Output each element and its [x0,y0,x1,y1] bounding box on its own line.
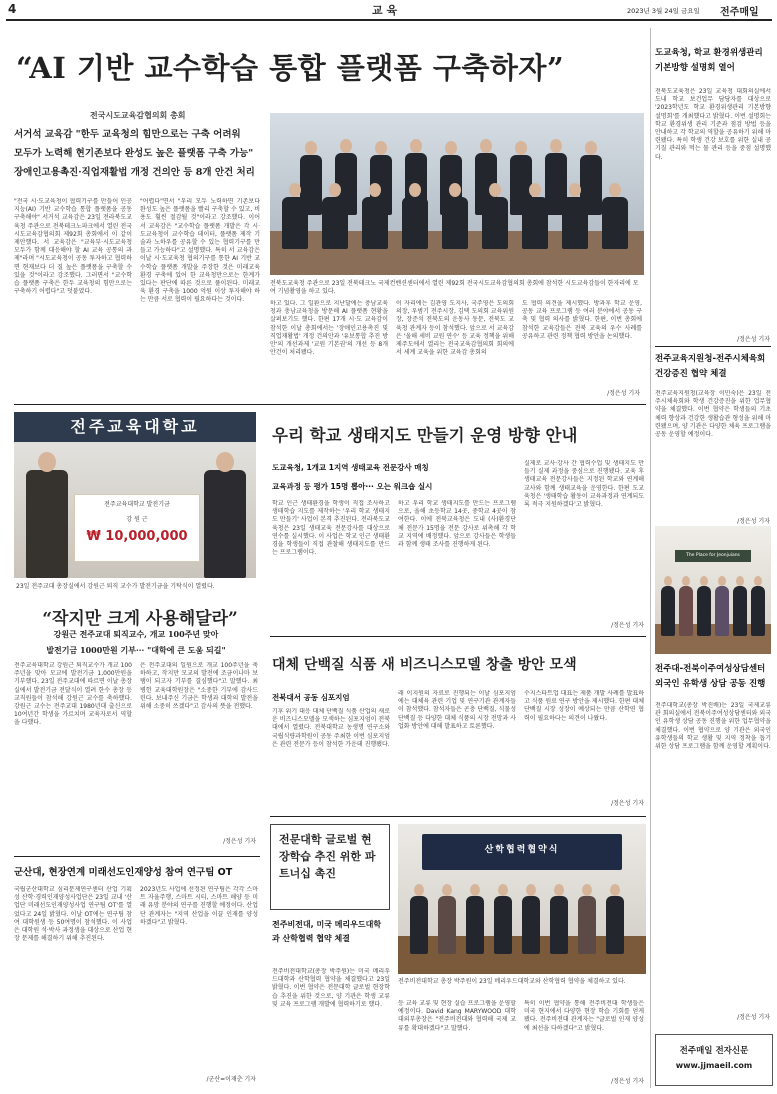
global-box [270,824,390,910]
header-rule [6,19,772,21]
right-story2-headline: 전주교육지원청-전주시체육회 건강증진 협약 체결 [655,354,766,379]
main-headline: “AI 기반 교수학습 통합 플랫폼 구축하자” [16,51,565,85]
section-label: 교 육 [372,4,398,17]
global-body-col3: 특히 이번 협약을 통해 전주비전대 학생들은 미국 현지에서 다양한 현장 학습 기회를 얻게 됐다. 전주비전대 관계자는 "글로벌 인재 양성에 최선을 다하겠다"고 밝혔다. [524,1000,644,1032]
kunsan-byline: /군산=이재춘 기자 [206,1076,256,1083]
donation-subheads [16,628,256,657]
main-body-col1: "전국 시·도교육청이 협력기구를 만들어 인공지능(AI) 기반 교수학습 통합 플랫폼을 공동 구축해야" 서거석 교육감은 23일 전라북도교육청 주관으로 전북테크노파크에서 열린 전국시도교육감협의회 제92회 총회에서 이 같이 제안했다. 서 교육감은 "교육부·시도교육청 모두가 함께 대응해야 할 AI 교육 공통의 과제"라며 "시도교육청이 공동 투자하고 협력하면 현재보다 더 질 높은 플랫폼을 구축할 수 있을 것"이라고 강조했다. 그러면서 "교수학습 플랫폼 구축은 한두 교육청의 힘만으로는 구축하기 어렵다"고 덧붙였다. [14,198,132,296]
eco-subheads [272,462,532,492]
global-photo-banner: 산학협력협약식 [484,845,560,855]
eco-body-col2: 하고 우리 학교 생태지도를 만드는 프로그램으로, 올해 초등학교 14곳, 중학교 4곳이 참여한다. 이에 전북교육청은 도내 (사)환경단체 전문가 15명을 전문 강사로 위촉해 각 학교 지역에 배정했다. 앞으로 강사들은 학생들과 함께 생태 조사를 진행하게 된다. [398,500,516,549]
main-bottom-rule [14,404,646,405]
protein-body-col1: 기후 위기 대응 대체 단백질 식품 산업의 새로운 비즈니스모델을 모색하는 심포지엄이 전북대에서 열렸다. 전북대학교 농생명 연구소와 국립식량과학원이 공동 주최한 이번 심포지엄은 관련 전문가 등이 참석한 가운데 진행됐다. [272,708,390,748]
protein-body-col2: 래 이지원의 자료로 진행되는 이날 심포지엄에는 대체육 관련 기업 및 연구기관 관계자들이 참석했다. 참석자들은 곤충 단백질, 식물성 단백질 등 다양한 대체 식품의 시장 전망과 사업화 방안에 대해 발표하고 토론했다. [398,690,516,730]
right-story3-body: 전주대학교(총장 박진배)는 23일 국제교류관 회의실에서 전북이주여성상담센터와 외국인 유학생 상담 공동 진행을 위한 업무협약을 체결했다. 이번 협약으로 양 기관은 외국인 유학생들의 학교 생활 및 지역 정착을 돕기 위한 상담 프로그램을 함께 운영할 계획이다. [655,702,771,751]
kunsan-body-col2: 2023년도 사업에 선정된 연구팀은 각각 스마트 자율주행, 스마트 시티, 스마트 해양 등 미래 유망 분야의 연구를 진행할 예정이다. 산업단 관계자는 "지역 산업을 이끌 인재를 양성하겠다"고 밝혔다. [140,886,258,926]
ad-title: 전주매일 전자신문 [679,1046,749,1056]
main-subhead-3: 장애인고용촉진·직업재활법 개정 건의안 등 8개 안건 처리 [14,167,255,178]
check-title: 전주교육대학교 발전기금 [104,501,170,508]
page-header [6,2,772,18]
main-body-col2: "어렵다"면서 "우리 모두 노력하면 기존보다 완성도 높은 플랫폼을 빨리 구축할 수 있고, 비용도 훨씬 절감될 것"이라고 강조했다. 이어 서 교육감은 "교수학습 플랫폼 개발은 각 시·도교육청이 교수학습 데이터, 플랫폼 제작 기술과 노하우를 공유할 수 있는 협력기구를 만들고 가능하다"고 설명했다. 특히 서 교육감은 이날 시·도교육청 협의기구를 통한 AI 기반 교수학습 플랫폼 개발을 주장한 것은 미래교육 환경 구축에 있어 한 교육청만으로는 한계가 있다는 판단에 따른 것으로 풀이된다. 미래교육 환경 구축을 1000 억원 이상 투자해야 하는 만큼 서로 협력이 필요하다는 것이다. [140,198,260,304]
right-story1-body: 전북도교육청은 23일 교육청 대회의실에서 도내 학교 보건업무 담당자를 대상으로 '2023학년도 학교 환경위생관리 기본방향 설명회'를 개최했다고 밝혔다. 이번 설명회는 학교 환경위생 관리 기준과 점검 방법 등을 안내하고 각 학교의 역할을 공유하기 위해 마련됐다. 특히 학생 건강 보호를 위한 실내 공기질 관리와 먹는 물 관리 등을 중점 설명했다. [655,88,771,161]
donation-photo-caption: 23일 전주교대 총장실에서 강원근 퇴직 교수가 발전기금을 기탁식이 열렸다. [16,583,215,590]
global-photo-caption: 전주비전대학교 총장 박주원이 23일 메리우드대학교와 산학협력 협약을 체결하고 있다. [398,978,626,985]
main-kicker: 전국시도교육감협의회 총회 [90,111,186,120]
protein-body-col3: 수지스타트업 대표는 제품 개발 사례를 발표하고 식품 원료 연구 방안을 제시했다. 한편 대체 단백질 시장 성장이 예상되는 만큼 산학연 협력이 필요하다는 의견이 나왔다. [524,690,644,722]
global-headline: 전주비전대, 미국 메리우드대학과 산학협력 협약 체결 [272,920,382,943]
donation-subhead-1: 강원근 전주교대 퇴직교수, 개교 100주년 맞아 [53,629,219,639]
e-paper-ad[interactable] [655,1034,773,1086]
right-story1-headline: 도교육청, 학교 환경위생관리 기본방향 설명회 열어 [655,48,763,73]
protein-kicker: 전북대서 공동 심포지엄 [272,693,350,702]
donation-body-col2: 은 전주교대의 일원으로 개교 100주년을 축하하고, 작지만 모교의 발전에 조금이나마 보탬이 되고자 기부를 결심했다"고 말했다. 최병헌 교육대학원장은 "소중한 기부에 감사드린다. 보내주신 기금은 학생과 대학의 발전을 위해 소중히 쓰겠다"고 감사의 뜻을 전했다. [140,662,258,711]
protein-headline: 대체 단백질 식품 새 비즈니스모델 창출 방안 모색 [272,657,577,673]
right-story1-byline: /정은성 기자 [737,336,770,343]
donation-photo [14,412,256,578]
page-number: 4 [8,2,17,16]
donation-byline: /정은성 기자 [223,838,256,845]
ad-url: www.jjmaeil.com [675,1061,753,1070]
main-subhead-2: 모두가 노력해 현기존보다 완성도 높은 플랫폼 구축 가능" [14,148,254,159]
right-photo-banner: The Place for Jeonjuians [675,550,751,562]
eco-body-col3: 실제로 교사·강사 간 협력수업 및 생태지도 만들기 실제 과정을 중심으로 진행됐다. 교육 후 생태교육 전문강사들은 지정된 학교와 연계해 교사와 함께 생태교육을 운영한다. 한편 도교육청은 '생태학습 활동이 교육과정과 연계되도록 적극 지원하겠다'고 밝혔다. [524,460,644,509]
donation-quote-headline: “작지만 크게 사용해달라” [42,609,238,629]
kunsan-body-col1: 국립군산대학교 심리문제연구센터 산업 기획성 산학·경력인재양성사업단은 23일 교내 '산업단 미래선도인재양성사업 연구팀 OT'를 열었다고 24일 밝혔다. 이날 OT에는 연구팀 참여 대학원생 등 50여명이 참석했다. 이 사업은 대학원 석·박사 과정생을 대상으로 산업 현장 문제를 해결하기 위해 추진된다. [14,886,132,943]
global-byline: /정은성 기자 [611,1078,644,1085]
donation-photo-banner: 전주교육대학교 [14,412,256,442]
main-group-photo [270,113,644,275]
global-photo [398,824,646,974]
issue-date: 2023년 3월 24일 금요일 [627,7,700,15]
main-body-col3: 하고 있다. 그 일환으로 지난달에는 충남교육청과 충남교육청을 방문해 AI 플랫폼 현황을 살펴보기도 했다. 한편 17개 시·도 교육감이 참석한 이날 총회에서는 '장애인고용촉진 및 직업재활법' 개정 건의안과 '유보통합 추진 방안'의 개선과제 '교원 기본권'의 개선 등 8개 안건이 처리됐다. [270,300,388,357]
eco-bottom-rule [270,636,646,637]
eco-headline: 우리 학교 생태지도 만들기 운영 방향 안내 [272,426,578,445]
right-photo [655,526,771,654]
main-body-col4: 이 자리에는 김관영 도지사, 국주영은 도의회 의장, 우범기 전주시장, 김택 도의회 교육위원장, 장준석 전북도의 운동사 동문, 전북도 교육청 관계자 등이 참석했다. 앞으로 서 교육감은 '올해 세비 교원 연수' 등 교육 정책을 위해 제주도에서 열리는 전국교육감협의회 회의에서 세계 교육을 위한 교육감 총회의 [396,300,514,357]
eco-byline: /정은성 기자 [611,622,644,629]
donation-body-col1: 전주교육대학교 강원근 퇴직교수가 개교 100주년을 맞아 모교에 발전기금 1,000만원을 기부했다. 23일 전주교대에 따르면 이날 총장실에서 발전기금 전달식이 열려 한수 총장 등 교직원들이 참석해 강원근 교수를 축하했다. 강원근 교수는 전주교대 1980년대 출신으로 10여년간 학생을 가르치며 교육자로서 역할을 다했다. [14,662,132,727]
right-rule-1 [655,346,771,347]
paper-name: 전주매일 [720,7,759,18]
donation-bottom-rule [14,856,260,857]
global-body-col2: 등 교육 교류 및 현장 실습 프로그램을 운영할 예정이다. David Kang MARYWOOD 대학 대외부총장은 "전주비전대와 협력해 국제 교류를 확대하겠다"고 말했다. [398,1000,516,1032]
global-box-headline: 전문대학 글로벌 현장학습 추진 위한 파트너십 촉진 [279,833,376,880]
donation-check-board [74,494,200,562]
right-story2-body: 전주교육지원청(교육장 이민숙)은 23일 전주시체육회와 학생 건강증진을 위한 업무협약을 체결했다. 이번 협약은 학생들의 기초 체력 향상과 건강한 생활습관 형성을 위해 마련됐으며, 양 기관은 다양한 체육 프로그램을 공동 운영할 예정이다. [655,390,771,439]
protein-bottom-rule [270,816,646,817]
check-amount: ₩ 10,000,000 [86,529,188,544]
main-subheads [14,128,264,179]
right-column-rule [650,28,651,1088]
main-subhead-1: 서거석 교육감 "한두 교육청의 힘만으로는 구축 어려워 [14,129,241,140]
eco-body-col1: 학교 인근 생태환경을 학생이 직접 조사하고 생태학습 지도를 제작하는 '우리 학교 생태지도 만들기' 사업이 본격 추진된다. 전라북도교육청은 23일 생태교육 전문강사를 대상으로 연수를 실시했다. 이 사업은 학교 인근 생태환경을 학생들이 직접 관찰해 생태지도를 만드는 프로그램이다. [272,500,390,557]
right-story2-byline: /정은성 기자 [737,518,770,525]
right-story3-byline: /정은성 기자 [737,1014,770,1021]
eco-subhead-2: 교육과정 등 평가 15명 뽑아··· 오는 워크숍 실시 [272,482,433,491]
kunsan-headline: 군산대, 현장연계 미래선도인재양성 참여 연구팀 OT [14,867,233,878]
check-donor: 강 원 근 [126,516,148,523]
right-story3-headline: 전주대-전북이주여성상담센터 외국인 유학생 상담 공동 진행 [655,664,766,689]
eco-subhead-1: 도교육청, 1개교 1지역 생태교육 전문강사 매칭 [272,463,429,472]
main-byline: /정은성 기자 [607,390,640,397]
protein-byline: /정은성 기자 [611,800,644,807]
main-body-col5: 도 협력 의견을 제시했다. 방과후 학교 운영, 공동 교육 프로그램 등 여러 분야에서 공동 구축 및 협력 의사를 밝혔다. 한편, 이번 총회에 참석한 교육감들은 전북 교육의 우수 사례를 공유하고 관련 정책 협력 방안을 논의했다. [522,300,642,340]
donation-subhead-2: 발전기금 1000만원 기부··· "대학에 큰 도움 되길" [46,645,226,655]
main-photo-caption: 전북도교육청 주관으로 23일 전북테크노 국제컨벤션센터에서 열린 제92회 전국시도교육감협의회 총회에 참석한 시도교육감들이 한자리에 모여 기념촬영을 하고 있다. [270,280,639,295]
global-body-col1: 전주비전대학교(총장 박주원)는 미국 메리우드대학과 산학협력 협약을 체결했다고 23일 밝혔다. 이번 협약은 전문대학 글로벌 현장학습 추진을 위한 것으로, 양 기관은 학생 교류 및 교육 프로그램 개발에 협력하기로 했다. [272,968,390,1008]
